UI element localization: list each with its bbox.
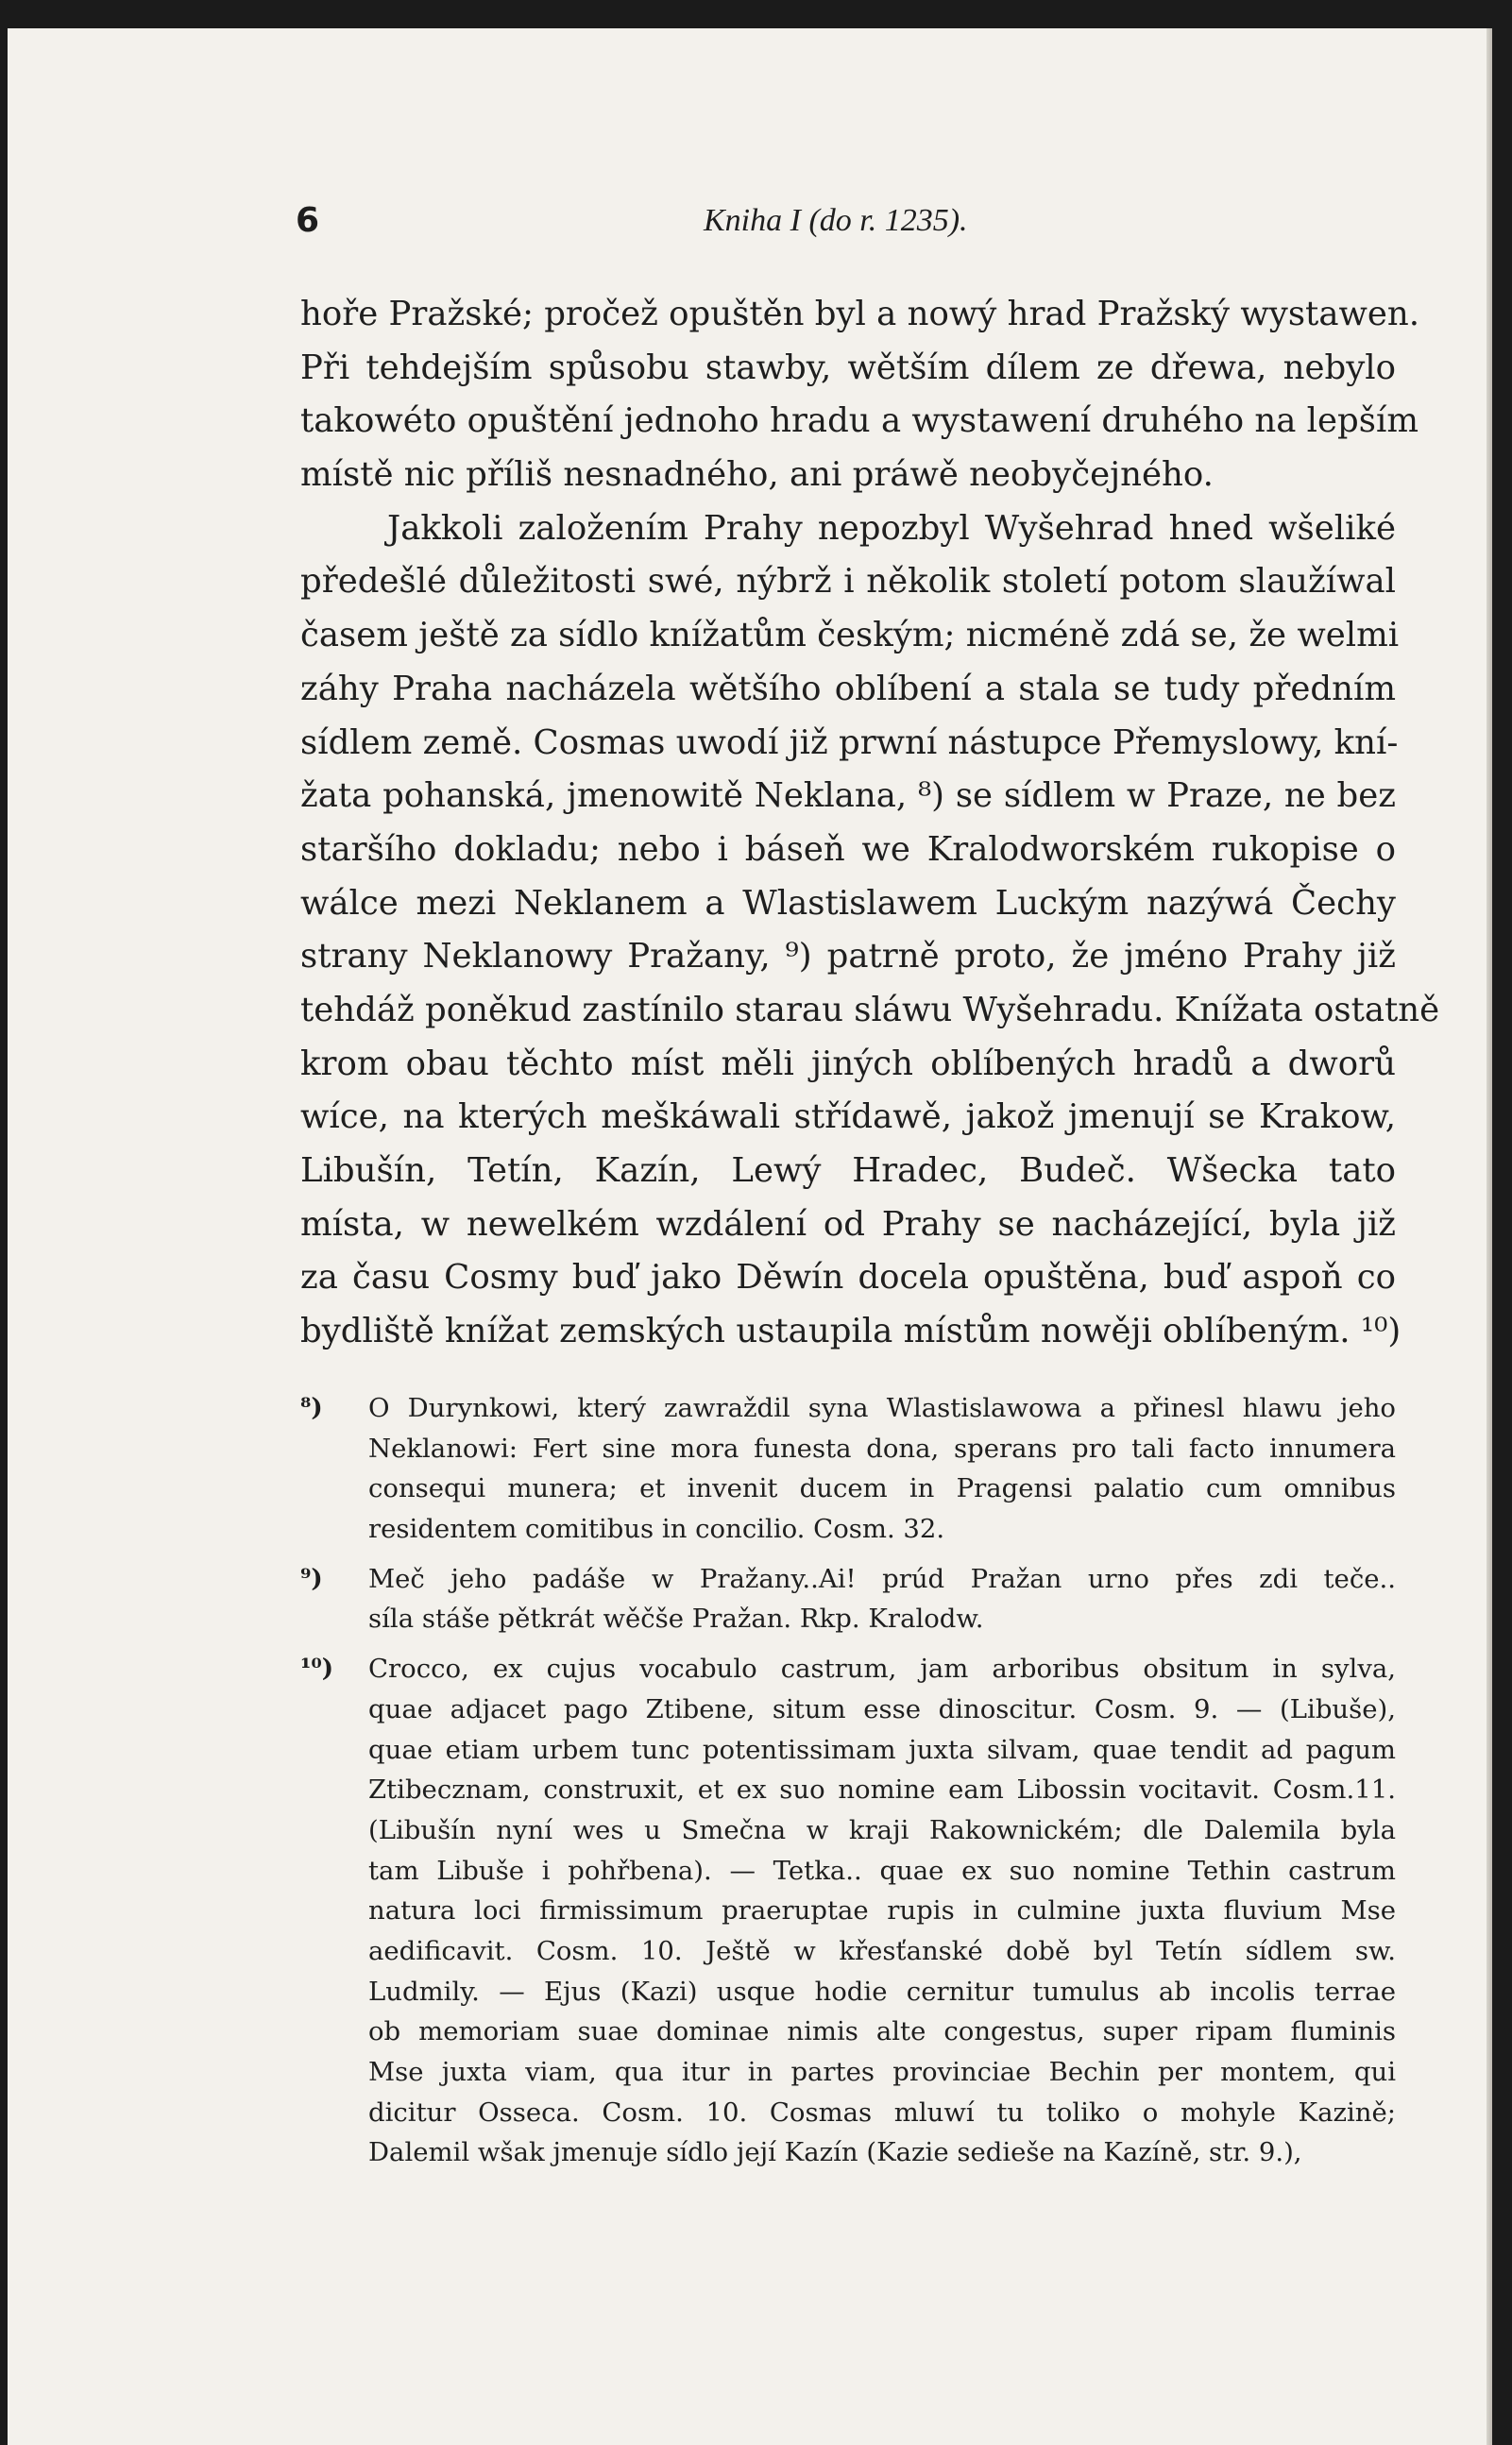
footnote-line: Neklanowi: Fert sine mora funesta dona, sperans pro tali facto innumera bbox=[368, 1433, 1396, 1464]
text-line: bydliště knížat zemských ustaupila místům nowěji oblíbeným. ¹⁰) bbox=[300, 1312, 1402, 1351]
footnote-line: Dalemil wšak jmenuje sídlo její Kazín (Kazie sedieše na Kazíně, str. 9.), bbox=[368, 2137, 1302, 2168]
footnote-line: Crocco, ex cujus vocabulo castrum, jam arboribus obsitum in sylva, bbox=[368, 1654, 1396, 1685]
footnote-line: aedificavit. Cosm. 10. Ještě w křesťanské době byl Tetín sídlem sw. bbox=[368, 1935, 1396, 1966]
footnote-line: Meč jeho padáše w Pražany..Ai! prúd Pražan urno přes zdi teče.. bbox=[368, 1563, 1396, 1594]
footnote-10 bbox=[300, 1649, 1396, 2173]
footnote-line: quae adjacet pago Ztibene, situm esse dinoscitur. Cosm. 9. — (Libuše), bbox=[368, 1693, 1396, 1724]
text-line: za času Cosmy buď jako Děwín docela opuštěna, buď aspoň co bbox=[300, 1258, 1396, 1298]
text-line: časem ještě za sídlo knížatům českým; nicméně zdá se, že welmi bbox=[300, 616, 1400, 655]
footnote-line: Ludmily. — Ejus (Kazi) usque hodie cernitur tumulus ab incolis terrae bbox=[368, 1976, 1396, 2007]
footnote-line: residentem comitibus in concilio. Cosm. 32. bbox=[368, 1514, 945, 1545]
text-line: hoře Pražské; pročež opuštěn byl a nowý hrad Pražský wystawen. bbox=[300, 295, 1420, 333]
footnote-line: O Durynkowi, který zawraždil syna Wlastislawowa a přinesl hlawu jeho bbox=[368, 1393, 1396, 1423]
footnote-line: natura loci firmissimum praeruptae rupis in culmine juxta fluvium Mse bbox=[368, 1895, 1396, 1927]
text-line: tehdáž poněkud zastínilo starau sláwu Wyšehradu. Knížata ostatně bbox=[300, 990, 1440, 1029]
footnote-marker: ⁹) bbox=[300, 1564, 323, 1593]
text-line: staršího dokladu; nebo i báseň we Kralodworském rukopise o bbox=[300, 829, 1396, 869]
footnote-marker: ¹⁰) bbox=[300, 1655, 334, 1684]
text-line: žata pohanská, jmenowitě Neklana, ⁸) se sídlem w Praze, ne bez bbox=[300, 776, 1396, 816]
text-line: wíce, na kterých meškáwali střídawě, jakož jmenují se Krakow, bbox=[300, 1097, 1396, 1137]
footnote-line: síla stáše pětkrát wěčše Pražan. Rkp. Kralodw. bbox=[368, 1604, 984, 1635]
footnote-marker: ⁸) bbox=[300, 1394, 323, 1422]
text-line: Při tehdejším spůsobu stawby, wětším dílem ze dřewa, nebylo bbox=[300, 348, 1396, 387]
page-header bbox=[296, 201, 1419, 258]
footnote-9 bbox=[300, 1559, 1396, 1639]
footnote-line: tam Libuše i pohřbena). — Tetka.. quae ex suo nomine Tethin castrum bbox=[368, 1855, 1396, 1886]
text-line: místě nic příliš nesnadného, ani práwě neobyčejného. bbox=[300, 455, 1214, 495]
footnote-line: (Libušín nyní wes u Smečna w kraji Rakownickém; dle Dalemila byla bbox=[368, 1814, 1396, 1845]
footnote-8 bbox=[300, 1388, 1396, 1550]
main-text bbox=[300, 288, 1440, 1359]
text-line: Libušín, Tetín, Kazín, Lewý Hradec, Budeč. Wšecka tato bbox=[300, 1151, 1396, 1190]
page-number: 6 bbox=[296, 201, 320, 240]
text-line: Jakkoli založením Prahy nepozbyl Wyšehrad hned wšeliké bbox=[387, 508, 1396, 548]
book-page bbox=[8, 28, 1492, 2445]
text-line: sídlem země. Cosmas uwodí již prwní nástupce Přemyslowy, kní- bbox=[300, 722, 1399, 762]
footnote-line: dicitur Osseca. Cosm. 10. Cosmas mluwí tu toliko o mohyle Kazině; bbox=[368, 2097, 1396, 2128]
footnote-line: ob memoriam suae dominae nimis alte congestus, super ripam fluminis bbox=[368, 2016, 1396, 2047]
text-line: krom obau těchto míst měli jiných oblíbených hradů a dworů bbox=[300, 1044, 1396, 1083]
text-line: strany Neklanowy Pražany, ⁹) patrně proto, že jméno Prahy již bbox=[300, 937, 1396, 976]
text-line: takowéto opuštění jednoho hradu a wystawení druhého na lepším bbox=[300, 401, 1419, 441]
footnote-line: Ztibecznam, construxit, et ex suo nomine eam Libossin vocitavit. Cosm.11. bbox=[368, 1774, 1396, 1806]
footnotes bbox=[300, 1388, 1396, 2182]
footnote-line: quae etiam urbem tunc potentissimam juxta silvam, quae tendit ad pagum bbox=[368, 1734, 1396, 1765]
text-line: předešlé důležitosti swé, nýbrž i několik století potom slaužíwal bbox=[300, 562, 1396, 602]
footnote-line: Mse juxta viam, qua itur in partes provinciae Bechin per montem, qui bbox=[368, 2057, 1396, 2087]
page-edge bbox=[1487, 28, 1492, 2445]
running-head: Kniha I (do r. 1235). bbox=[704, 203, 968, 238]
text-line: místa, w newelkém wzdálení od Prahy se nacházející, byla již bbox=[300, 1204, 1396, 1244]
text-line: wálce mezi Neklanem a Wlastislawem Luckým nazýwá Čechy bbox=[300, 883, 1396, 923]
footnote-line: consequi munera; et invenit ducem in Pragensi palatio cum omnibus bbox=[368, 1473, 1396, 1504]
text-line: záhy Praha nacházela wětšího oblíbení a stala se tudy předním bbox=[300, 669, 1396, 708]
